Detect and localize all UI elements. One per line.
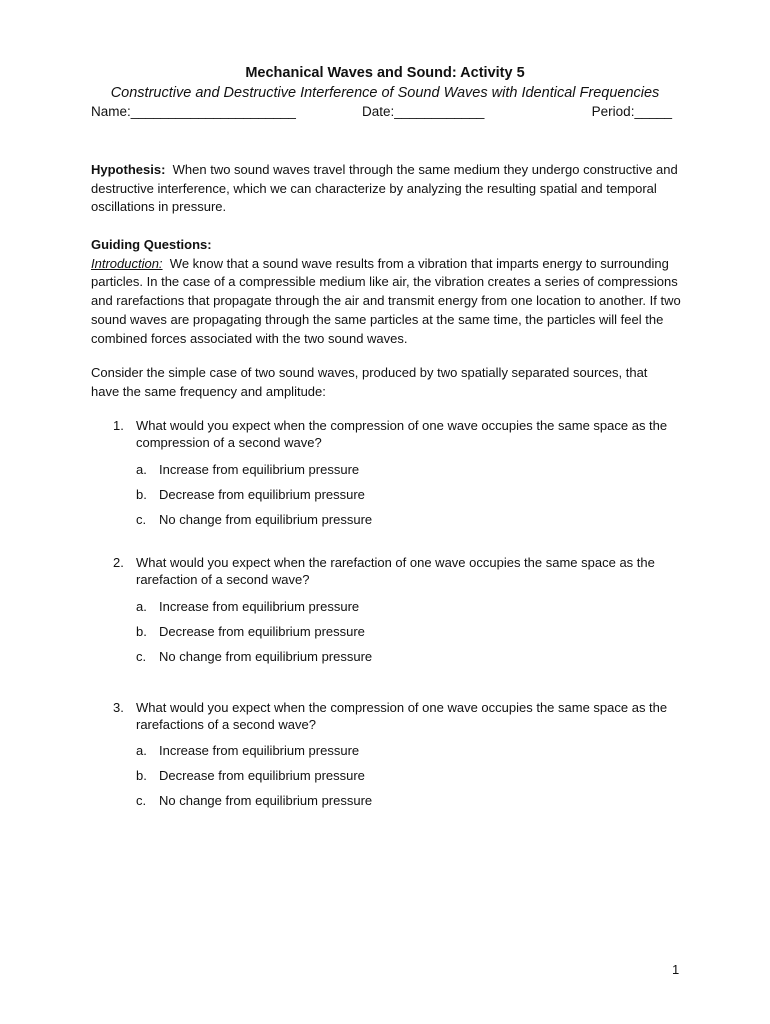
- student-info-row: [91, 104, 672, 122]
- option-letter: a.: [136, 599, 147, 614]
- name-field[interactable]: Name:______________________: [91, 104, 296, 119]
- introduction-paragraph: [91, 255, 691, 349]
- guiding-questions-heading: Guiding Questions:: [91, 237, 212, 252]
- guiding-questions-section: [91, 236, 691, 348]
- page-number: 1: [672, 962, 680, 977]
- option-text: No change from equilibrium pressure: [159, 512, 373, 527]
- question-text: What would you expect when the rarefaction of one wave occupies the same space as the rarefaction of a second wave?: [136, 555, 655, 587]
- option-letter: c.: [136, 649, 147, 664]
- option-letter: a.: [136, 743, 147, 758]
- option-letter: b.: [136, 624, 147, 639]
- option-text: Decrease from equilibrium pressure: [159, 768, 365, 783]
- hypothesis-text: When two sound waves travel through the same medium they undergo constructive and destructive interference, which we can characterize by analyzing the resulting spatial and temporal oscillations in pressure.: [91, 162, 678, 215]
- option-text: No change from equilibrium pressure: [159, 649, 373, 664]
- option-text: Decrease from equilibrium pressure: [159, 624, 365, 639]
- option-letter: c.: [136, 793, 147, 808]
- hypothesis-label: Hypothesis:: [91, 162, 166, 177]
- period-field[interactable]: Period:_____: [591, 104, 672, 119]
- question-number: 2.: [113, 555, 124, 570]
- option-letter: c.: [136, 512, 147, 527]
- option-letter: b.: [136, 768, 147, 783]
- option-letter: a.: [136, 462, 147, 477]
- question-number: 1.: [113, 418, 124, 433]
- option-letter: b.: [136, 487, 147, 502]
- option-text: Increase from equilibrium pressure: [159, 743, 360, 758]
- page-title: Mechanical Waves and Sound: Activity 5: [245, 65, 525, 81]
- option-text: Increase from equilibrium pressure: [159, 599, 360, 614]
- option-text: No change from equilibrium pressure: [159, 793, 373, 808]
- date-field[interactable]: Date:____________: [362, 104, 485, 119]
- option-text: Decrease from equilibrium pressure: [159, 487, 365, 502]
- hypothesis-paragraph: [91, 161, 691, 217]
- introduction-label: Introduction:: [91, 255, 163, 271]
- question-text: What would you expect when the compression of one wave occupies the same space as the rarefactions of a second wave?: [136, 700, 668, 732]
- page-subtitle: Constructive and Destructive Interference of Sound Waves with Identical Frequencies: [110, 85, 660, 101]
- question-text: What would you expect when the compression of one wave occupies the same space as the compression of a second wave?: [136, 418, 668, 450]
- option-text: Increase from equilibrium pressure: [159, 462, 360, 477]
- introduction-text: We know that a sound wave results from a vibration that imparts energy to surrounding particles. In the case of a compressible medium like air, the vibration creates a series of compressions and rarefactions that propagate through the air and transmit energy from one location to another. If two sound waves are propagating through the same particles at the same time, the particles will feel the combined forces associated with the two sound waves.: [91, 255, 681, 346]
- consider-paragraph: Consider the simple case of two sound waves, produced by two spatially separated sources, that have the same frequency and amplitude:: [91, 365, 648, 399]
- question-number: 3.: [113, 700, 124, 715]
